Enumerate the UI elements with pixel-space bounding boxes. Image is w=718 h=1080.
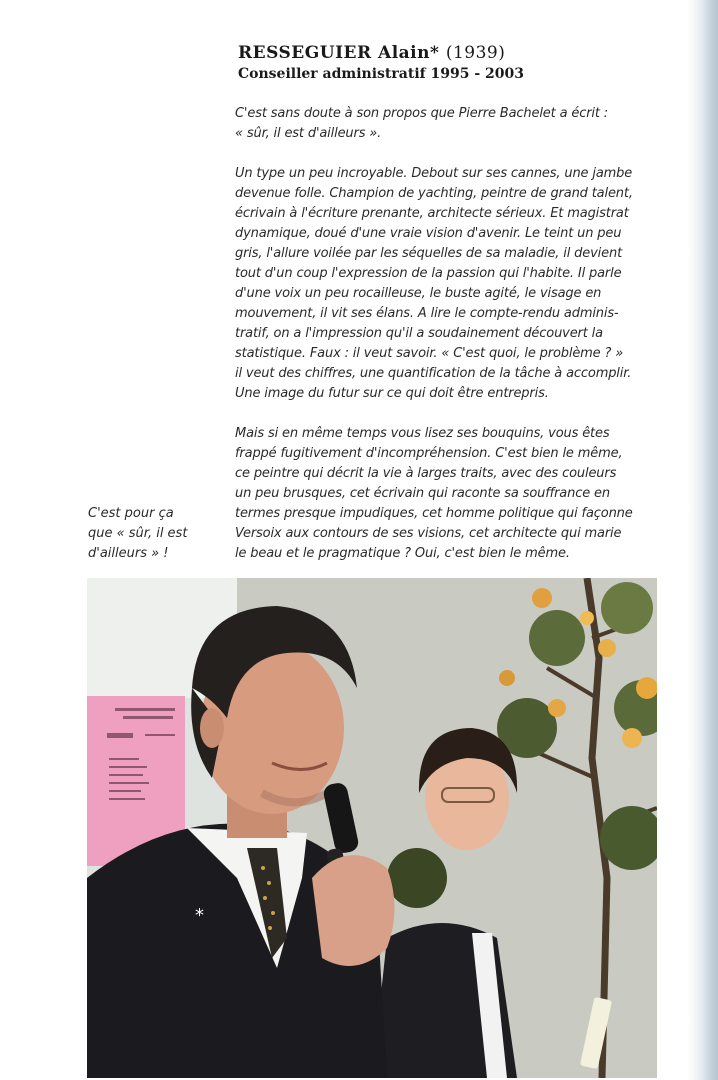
text-line: un peu brusques, cet écrivain qui raconte sa souffrance en bbox=[235, 486, 610, 501]
text-line: ce peintre qui décrit la vie à larges traits, avec des couleurs bbox=[235, 466, 617, 481]
text-line: devenue folle. Champion de yachting, peintre de grand talent, bbox=[235, 186, 633, 201]
header bbox=[238, 42, 658, 84]
text-line: gris, l'allure voilée par les séquelles de sa maladie, il devient bbox=[235, 246, 623, 261]
text-line: termes presque impudiques, cet homme politique qui façonne bbox=[235, 506, 633, 521]
person-name-line bbox=[238, 42, 658, 64]
paragraph-1 bbox=[235, 104, 665, 144]
text-line: mouvement, il vit ses élans. A lire le compte-rendu adminis- bbox=[235, 306, 619, 321]
text-line: le beau et le pragmatique ? Oui, c'est bien le même. bbox=[235, 546, 570, 561]
text-line: d'une voix un peu rocailleuse, le buste agité, le visage en bbox=[235, 286, 602, 301]
text-line: il veut des chiffres, une quantification de la tâche à accomplir. bbox=[235, 366, 632, 381]
text-line: « sûr, il est d'ailleurs ». bbox=[235, 126, 382, 141]
quote-line: d'ailleurs » ! bbox=[88, 546, 169, 561]
text-line: écrivain à l'écriture prenante, architecte sérieux. Et magistrat bbox=[235, 206, 629, 221]
text-line: statistique. Faux : il veut savoir. « C'est quoi, le problème ? » bbox=[235, 346, 624, 361]
text-line: Un type un peu incroyable. Debout sur ses cannes, une jambe bbox=[235, 166, 633, 181]
quote-line: que « sûr, il est bbox=[88, 526, 188, 541]
text-line: frappé fugitivement d'incompréhension. C'est bien le même, bbox=[235, 446, 623, 461]
text-line: Une image du futur sur ce qui doit être entrepris. bbox=[235, 386, 549, 401]
text-line: dynamique, doué d'une vraie vision d'avenir. Le teint un peu bbox=[235, 226, 622, 241]
lapel-pin: * bbox=[195, 905, 204, 926]
person-role: Conseiller administratif 1995 - 2003 bbox=[238, 66, 525, 82]
side-quote bbox=[88, 504, 218, 564]
text-line: C'est sans doute à son propos que Pierre Bachelet a écrit : bbox=[235, 106, 609, 121]
photo-illustration bbox=[87, 578, 657, 1078]
portrait-photo bbox=[87, 578, 657, 1078]
birth-year: (1939) bbox=[445, 43, 506, 63]
text-line: tratif, on a l'impression qu'il a soudainement découvert la bbox=[235, 326, 603, 341]
quote-line: C'est pour ça bbox=[88, 506, 174, 521]
article-body bbox=[235, 104, 665, 584]
paragraph-3 bbox=[235, 424, 665, 564]
paragraph-2 bbox=[235, 164, 665, 404]
text-line: Versoix aux contours de ses visions, cet architecte qui marie bbox=[235, 526, 622, 541]
person-name: RESSEGUIER Alain* bbox=[238, 43, 440, 63]
text-line: tout d'un coup l'expression de la passion qui l'habite. Il parle bbox=[235, 266, 622, 281]
text-line: Mais si en même temps vous lisez ses bouquins, vous êtes bbox=[235, 426, 610, 441]
page-edge bbox=[688, 0, 718, 1080]
